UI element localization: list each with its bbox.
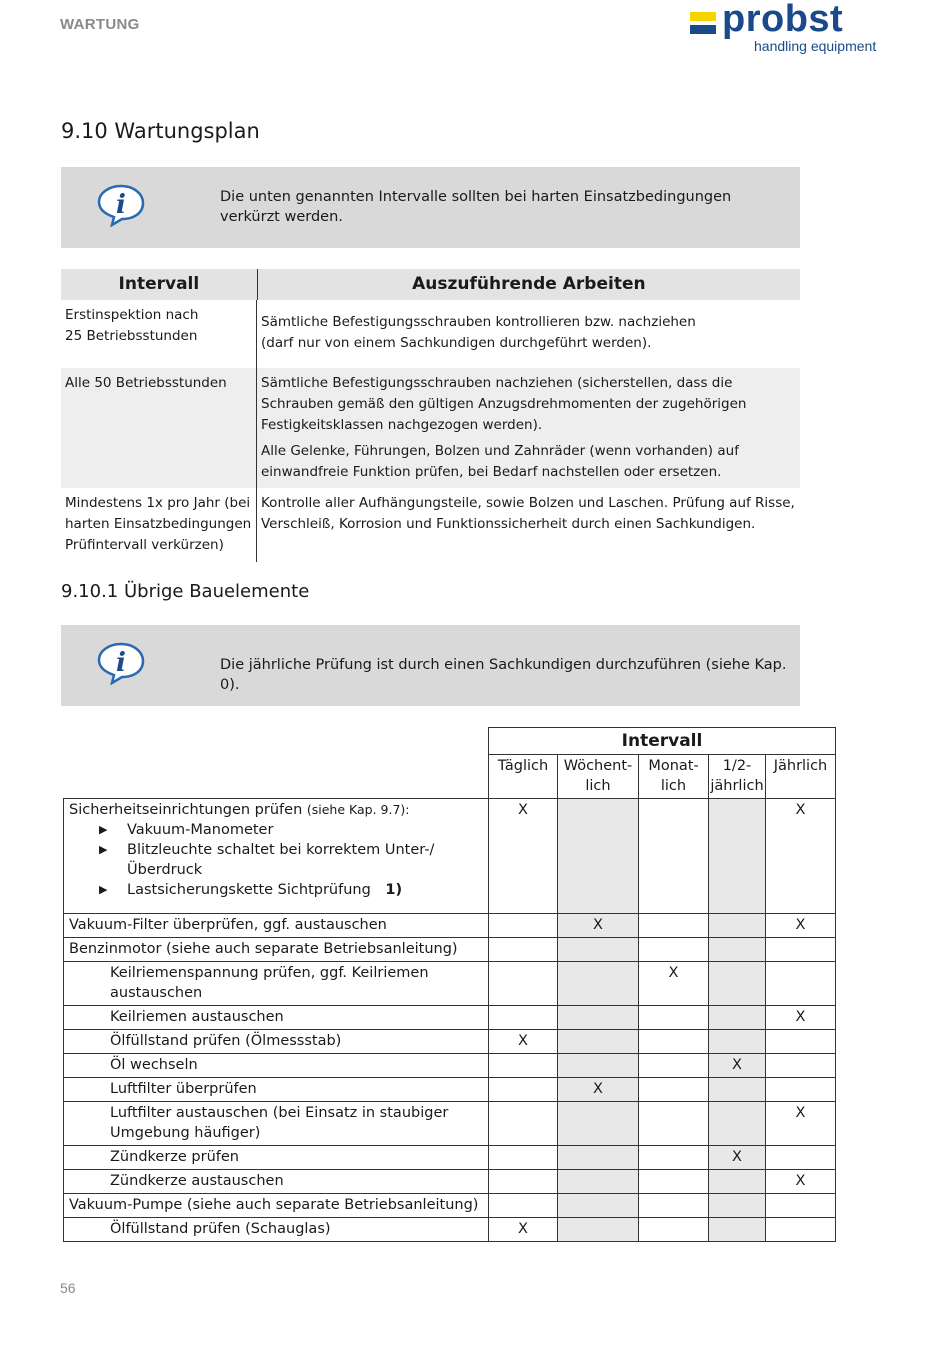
matrix-row-label: Sicherheitseinrichtungen prüfen (siehe Kap. 9.7): ▶ Vakuum-Manometer ▶ Blitzleuchte schaltet bei korrektem Unter-/Überdruck ▶ Lastsicherungskette Sichtprüfung 1) <box>64 799 489 914</box>
footnote-marker: 1) <box>385 882 403 898</box>
list-item: ▶ Lastsicherungskette Sichtprüfung 1) <box>127 880 483 900</box>
mark-cell <box>766 1054 836 1078</box>
plan-work: Kontrolle aller Aufhängungsteile, sowie Bolzen und Laschen. Prüfung auf Risse, Verschleiß, Korrosion und Funktionssicherheit durch einen Sachkundigen. <box>261 495 795 532</box>
mark-cell <box>558 1030 639 1054</box>
safety-checklist <box>69 820 483 900</box>
info-icon <box>97 183 145 227</box>
info-icon <box>97 641 145 685</box>
mark-cell <box>639 1102 709 1146</box>
matrix-row-label: Luftfilter überprüfen <box>64 1078 489 1102</box>
mark-cell: X <box>766 1170 836 1194</box>
mark-cell <box>639 1054 709 1078</box>
mark-cell: X <box>489 1218 558 1242</box>
mark-cell: X <box>489 799 558 914</box>
matrix-row-safety <box>64 799 836 914</box>
mark-cell <box>766 1194 836 1218</box>
mark-cell <box>489 938 558 962</box>
mark-cell <box>709 1006 766 1030</box>
mark-cell <box>639 914 709 938</box>
mark-cell <box>709 914 766 938</box>
maintenance-plan-table <box>61 269 800 562</box>
brand-logo <box>690 0 890 56</box>
table-row <box>64 1102 836 1146</box>
info-note <box>61 625 800 706</box>
mark-cell <box>766 938 836 962</box>
mark-cell <box>558 1194 639 1218</box>
mark-cell: X <box>489 1030 558 1054</box>
mark-cell <box>709 1102 766 1146</box>
plan-header-row <box>61 269 800 300</box>
plan-row <box>61 300 800 368</box>
mark-cell <box>639 1194 709 1218</box>
matrix-row-label: Luftfilter austauschen (bei Einsatz in staubiger Umgebung häufiger) <box>64 1102 489 1146</box>
mark-cell <box>766 1030 836 1054</box>
col-header-weekly: Wöchent- lich <box>558 755 639 799</box>
plan-interval: Erstinspektion nach 25 Betriebsstunden <box>61 300 257 368</box>
mark-cell <box>558 799 639 914</box>
mark-cell <box>709 799 766 914</box>
mark-cell <box>709 1218 766 1242</box>
mark-cell <box>639 1078 709 1102</box>
col-header-halfyearly: 1/2- jährlich <box>709 755 766 799</box>
mark-cell <box>709 962 766 1006</box>
mark-cell: X <box>766 1006 836 1030</box>
plan-header-work: Auszuführende Arbeiten <box>412 274 646 294</box>
plan-work: Sämtliche Befestigungsschrauben nachziehen (sicherstellen, dass die Schrauben gemäß den gültigen Anzugsdrehmomenten der zugehörigen Festigkeitsklassen nachgezogen werden). Alle Gelenke, Führungen, Bolzen und Zahnräder (wenn vorhanden) auf einwandfreie Funktion prüfen, bei Bedarf nachstellen oder ersetzen. <box>261 375 747 480</box>
mark-cell: X <box>639 962 709 1006</box>
interval-matrix-table <box>63 727 836 1242</box>
list-item: ▶ Blitzleuchte schaltet bei korrektem Unter-/Überdruck <box>127 840 483 880</box>
matrix-row-label: Ölfüllstand prüfen (Ölmessstab) <box>64 1030 489 1054</box>
mark-cell <box>766 962 836 1006</box>
plan-interval: Mindestens 1x pro Jahr (bei harten Einsatzbedingungen Prüfintervall verkürzen) <box>61 488 257 562</box>
mark-cell <box>558 1146 639 1170</box>
plan-header-interval: Intervall <box>61 269 258 300</box>
table-row <box>64 1006 836 1030</box>
mark-cell <box>766 1078 836 1102</box>
table-row <box>64 938 836 962</box>
mark-cell <box>709 1170 766 1194</box>
col-header-yearly: Jährlich <box>766 755 836 799</box>
section-title: 9.10 Wartungsplan <box>61 119 260 143</box>
matrix-row-label: Vakuum-Filter überprüfen, ggf. austauschen <box>64 914 489 938</box>
mark-cell <box>558 962 639 1006</box>
logo-wordmark: probst <box>722 0 844 40</box>
matrix-row-label: Zündkerze austauschen <box>64 1170 489 1194</box>
subsection-title: 9.10.1 Übrige Bauelemente <box>61 581 310 602</box>
mark-cell <box>489 1146 558 1170</box>
table-row <box>64 1146 836 1170</box>
mark-cell: X <box>766 1102 836 1146</box>
matrix-row-label: Keilriemen austauschen <box>64 1006 489 1030</box>
mark-cell <box>639 1006 709 1030</box>
mark-cell: X <box>766 914 836 938</box>
mark-cell <box>489 962 558 1006</box>
section-header: WARTUNG <box>60 16 140 33</box>
mark-cell <box>558 938 639 962</box>
logo-mark-icon <box>690 12 716 34</box>
mark-cell <box>709 938 766 962</box>
matrix-group-header-row <box>64 728 836 755</box>
col-header-monthly: Monat- lich <box>639 755 709 799</box>
mark-cell <box>489 1170 558 1194</box>
matrix-row-label: Benzinmotor (siehe auch separate Betriebsanleitung) <box>64 938 489 962</box>
info-note <box>61 167 800 248</box>
table-row <box>64 1194 836 1218</box>
mark-cell <box>558 1006 639 1030</box>
table-row <box>64 1030 836 1054</box>
mark-cell <box>766 1146 836 1170</box>
table-row <box>64 962 836 1006</box>
mark-cell <box>639 799 709 914</box>
note-text: Die jährliche Prüfung ist durch einen Sachkundigen durchzuführen (siehe Kap. 0). <box>220 657 787 693</box>
mark-cell <box>709 1030 766 1054</box>
matrix-row-label: Öl wechseln <box>64 1054 489 1078</box>
mark-cell: X <box>709 1146 766 1170</box>
col-header-daily: Täglich <box>489 755 558 799</box>
mark-cell <box>489 914 558 938</box>
mark-cell <box>639 1170 709 1194</box>
svg-text:i: i <box>116 648 126 678</box>
mark-cell <box>639 1146 709 1170</box>
table-row <box>64 1078 836 1102</box>
plan-work: Sämtliche Befestigungsschrauben kontrollieren bzw. nachziehen (darf nur von einem Sachkundigen durchgeführt werden). <box>261 314 696 351</box>
table-row <box>64 1054 836 1078</box>
mark-cell: X <box>709 1054 766 1078</box>
note-text: Die unten genannten Intervalle sollten bei harten Einsatzbedingungen verkürzt werden. <box>220 189 732 225</box>
mark-cell <box>558 1218 639 1242</box>
mark-cell <box>766 1218 836 1242</box>
mark-cell <box>489 1054 558 1078</box>
matrix-row-label: Ölfüllstand prüfen (Schauglas) <box>64 1218 489 1242</box>
plan-interval: Alle 50 Betriebsstunden <box>61 368 257 488</box>
matrix-group-header: Intervall <box>489 728 836 755</box>
svg-text:i: i <box>116 190 126 220</box>
table-row <box>64 1218 836 1242</box>
mark-cell <box>709 1194 766 1218</box>
page-number: 56 <box>60 1280 76 1296</box>
matrix-row-label: Keilriemenspannung prüfen, ggf. Keilriemen austauschen <box>64 962 489 1006</box>
mark-cell <box>489 1078 558 1102</box>
matrix-row-label: Vakuum-Pumpe (siehe auch separate Betriebsanleitung) <box>64 1194 489 1218</box>
mark-cell: X <box>558 1078 639 1102</box>
mark-cell <box>489 1006 558 1030</box>
mark-cell <box>558 1102 639 1146</box>
mark-cell <box>489 1194 558 1218</box>
plan-row <box>61 488 800 562</box>
mark-cell <box>639 1030 709 1054</box>
matrix-column-header-row <box>64 755 836 799</box>
table-row <box>64 914 836 938</box>
mark-cell: X <box>558 914 639 938</box>
mark-cell <box>558 1170 639 1194</box>
mark-cell: X <box>766 799 836 914</box>
matrix-row-label: Zündkerze prüfen <box>64 1146 489 1170</box>
mark-cell <box>489 1102 558 1146</box>
mark-cell <box>639 938 709 962</box>
logo-tagline: handling equipment <box>754 38 877 54</box>
list-item: ▶ Vakuum-Manometer <box>127 820 483 840</box>
mark-cell <box>558 1054 639 1078</box>
mark-cell <box>709 1078 766 1102</box>
table-row <box>64 1170 836 1194</box>
plan-row <box>61 368 800 488</box>
mark-cell <box>639 1218 709 1242</box>
